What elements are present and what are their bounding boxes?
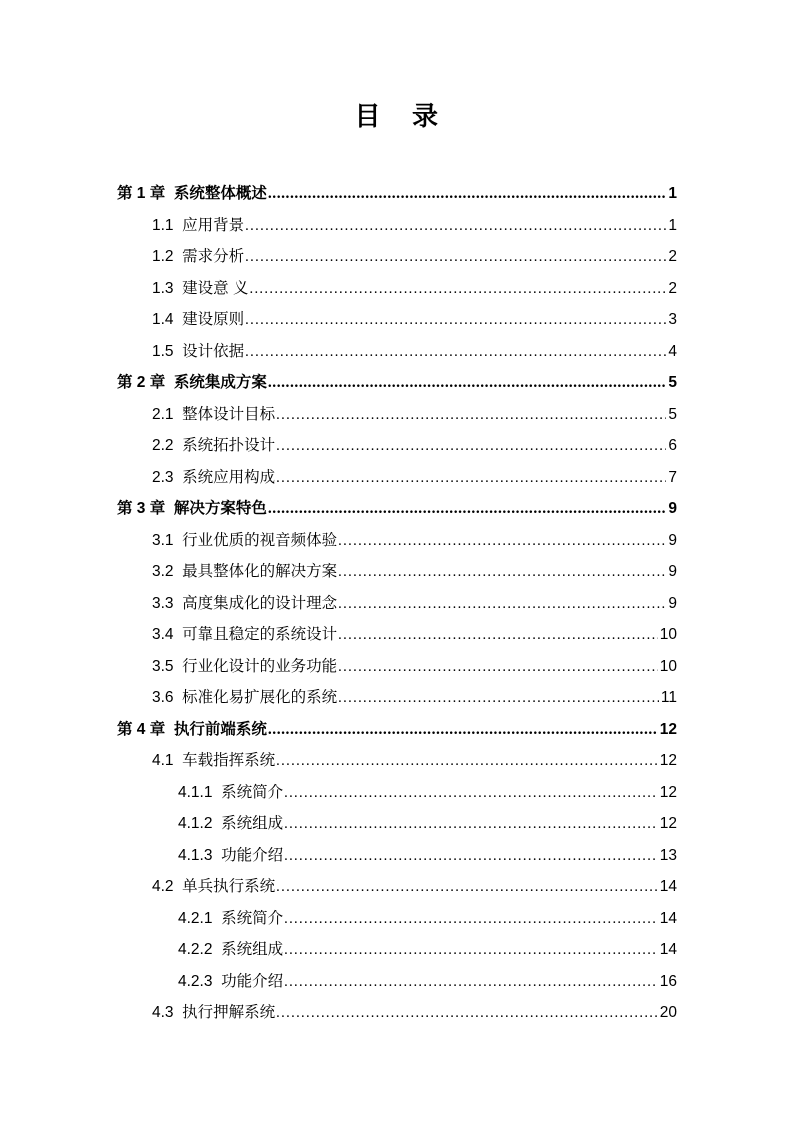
table-of-contents (0, 178, 793, 1029)
toc-entry-label: 4.2.2 系统组成 (178, 941, 284, 958)
toc-entry[interactable] (0, 777, 793, 809)
toc-entry-label: 4.2 单兵执行系统 (152, 878, 276, 895)
toc-entry-page-number: 16 (659, 972, 677, 990)
toc-entry-page-number: 12 (659, 815, 677, 832)
toc-entry-label: 第 1 章 系统整体概述 (117, 185, 267, 202)
toc-entry[interactable] (0, 178, 793, 210)
toc-entry[interactable] (0, 682, 793, 714)
toc-entry[interactable] (0, 367, 793, 399)
toc-dot-leader (276, 997, 658, 1030)
toc-dot-leader (268, 714, 658, 746)
toc-entry-label: 2.3 系统应用构成 (152, 468, 276, 486)
toc-entry[interactable] (0, 525, 793, 557)
toc-entry[interactable] (0, 304, 793, 336)
toc-entry-page-number: 10 (659, 657, 677, 675)
toc-entry-page-number: 12 (659, 783, 677, 801)
toc-entry-page-number: 9 (668, 563, 677, 580)
toc-entry-page-number: 1 (668, 185, 677, 202)
toc-entry[interactable] (0, 745, 793, 777)
toc-entry-page-number: 5 (668, 405, 677, 423)
toc-entry[interactable] (0, 997, 793, 1029)
toc-dot-leader (284, 966, 658, 999)
toc-entry[interactable] (0, 966, 793, 998)
toc-dot-leader (276, 399, 666, 432)
toc-entry[interactable] (0, 430, 793, 462)
toc-dot-leader (284, 934, 658, 967)
toc-entry-label: 4.2.1 系统简介 (178, 909, 284, 927)
toc-entry-label: 第 2 章 系统集成方案 (117, 374, 267, 391)
toc-entry-label: 4.1 车载指挥系统 (152, 752, 276, 769)
toc-entry-page-number: 6 (668, 437, 677, 454)
toc-entry-page-number: 2 (668, 279, 677, 297)
toc-dot-leader (249, 273, 666, 306)
toc-entry-page-number: 14 (659, 909, 677, 927)
toc-entry[interactable] (0, 714, 793, 746)
toc-dot-leader (245, 304, 666, 337)
toc-entry[interactable] (0, 210, 793, 242)
toc-entry[interactable] (0, 840, 793, 872)
toc-dot-leader (268, 178, 667, 210)
toc-entry-label: 2.2 系统拓扑设计 (152, 437, 276, 454)
toc-entry-page-number: 9 (668, 531, 677, 549)
toc-dot-leader (284, 777, 658, 810)
toc-entry-page-number: 5 (668, 374, 677, 391)
toc-dot-leader (284, 840, 658, 873)
toc-dot-leader (338, 651, 658, 684)
toc-entry[interactable] (0, 651, 793, 683)
toc-entry-label: 3.3 高度集成化的设计理念 (152, 594, 338, 612)
toc-dot-leader (245, 336, 666, 369)
toc-entry[interactable] (0, 493, 793, 525)
toc-entry-label: 1.5 设计依据 (152, 342, 245, 360)
toc-dot-leader (338, 682, 659, 715)
toc-entry[interactable] (0, 462, 793, 494)
toc-entry-label: 1.1 应用背景 (152, 216, 245, 234)
toc-entry-label: 4.2.3 功能介绍 (178, 972, 284, 990)
toc-entry-label: 1.3 建设意 义 (152, 279, 249, 297)
toc-dot-leader (284, 808, 658, 841)
toc-dot-leader (338, 619, 658, 652)
toc-entry[interactable] (0, 903, 793, 935)
toc-entry-label: 3.1 行业优质的视音频体验 (152, 531, 338, 549)
toc-dot-leader (338, 588, 666, 621)
toc-entry[interactable] (0, 556, 793, 588)
toc-entry-label: 第 3 章 解决方案特色 (117, 500, 267, 517)
toc-entry-page-number: 9 (668, 500, 677, 517)
toc-entry-label: 第 4 章 执行前端系统 (117, 720, 267, 738)
toc-entry[interactable] (0, 808, 793, 840)
toc-entry-label: 3.4 可靠且稳定的系统设计 (152, 626, 338, 643)
toc-dot-leader (338, 525, 666, 558)
toc-dot-leader (245, 210, 666, 243)
toc-entry-label: 3.5 行业化设计的业务功能 (152, 657, 338, 675)
toc-entry-page-number: 12 (659, 720, 677, 738)
toc-dot-leader (245, 241, 666, 274)
toc-entry-label: 2.1 整体设计目标 (152, 405, 276, 423)
toc-entry-label: 4.1.1 系统简介 (178, 783, 284, 801)
toc-entry-page-number: 14 (659, 941, 677, 958)
toc-dot-leader (338, 556, 666, 589)
toc-dot-leader (276, 462, 666, 495)
toc-entry-label: 4.1.2 系统组成 (178, 815, 284, 832)
toc-entry[interactable] (0, 934, 793, 966)
toc-dot-leader (276, 871, 658, 904)
toc-entry-page-number: 7 (668, 468, 677, 486)
toc-dot-leader (268, 367, 667, 399)
toc-entry[interactable] (0, 336, 793, 368)
toc-entry[interactable] (0, 241, 793, 273)
toc-entry-page-number: 11 (660, 689, 677, 706)
toc-entry-page-number: 10 (659, 626, 677, 643)
toc-dot-leader (276, 745, 658, 778)
toc-dot-leader (284, 903, 658, 936)
toc-entry-label: 1.2 需求分析 (152, 248, 245, 265)
toc-entry-page-number: 9 (668, 594, 677, 612)
toc-dot-leader (276, 430, 666, 463)
toc-entry-page-number: 2 (668, 248, 677, 265)
toc-entry[interactable] (0, 619, 793, 651)
toc-entry-page-number: 1 (668, 216, 677, 234)
toc-entry[interactable] (0, 871, 793, 903)
toc-entry[interactable] (0, 399, 793, 431)
toc-dot-leader (268, 493, 667, 525)
toc-entry-page-number: 13 (659, 846, 677, 864)
toc-entry-page-number: 3 (668, 311, 677, 328)
toc-entry-page-number: 12 (659, 752, 677, 769)
toc-entry[interactable] (0, 588, 793, 620)
page-title: 目 录 (354, 101, 439, 131)
toc-entry-label: 4.1.3 功能介绍 (178, 846, 284, 864)
toc-entry-page-number: 14 (659, 878, 677, 895)
toc-entry-label: 4.3 执行押解系统 (152, 1004, 276, 1021)
toc-entry-page-number: 4 (668, 342, 677, 360)
toc-entry-label: 3.6 标准化易扩展化的系统 (152, 689, 338, 706)
toc-entry-page-number: 20 (659, 1004, 677, 1021)
toc-entry-label: 1.4 建设原则 (152, 311, 245, 328)
toc-entry[interactable] (0, 273, 793, 305)
toc-entry-label: 3.2 最具整体化的解决方案 (152, 563, 338, 580)
